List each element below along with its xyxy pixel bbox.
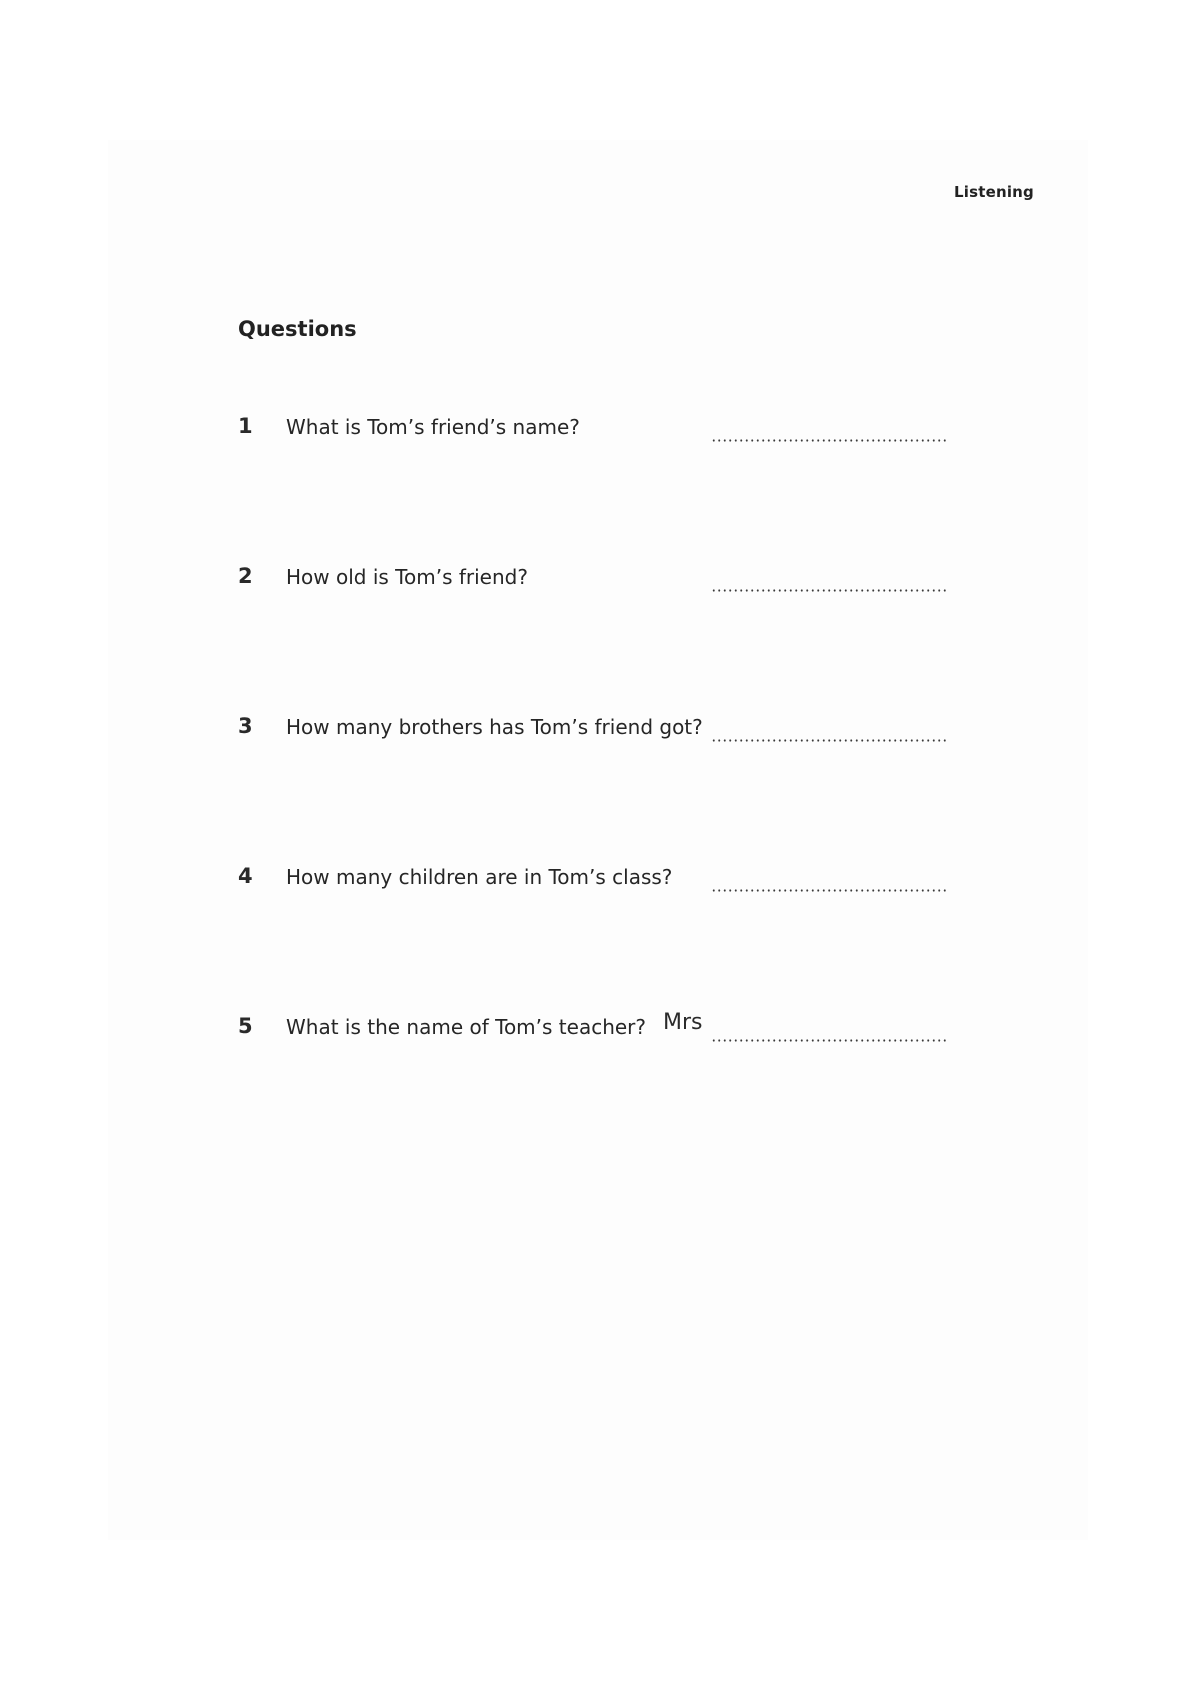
question-text: How many brothers has Tom’s friend got?	[286, 715, 703, 739]
question-1	[238, 414, 958, 454]
answer-blank[interactable]	[711, 872, 948, 892]
question-3	[238, 714, 958, 754]
answer-blank[interactable]	[711, 1022, 948, 1042]
answer-blank[interactable]	[711, 572, 948, 592]
question-text: How many children are in Tom’s class?	[286, 865, 673, 889]
question-text: What is Tom’s friend’s name?	[286, 415, 580, 439]
question-number: 3	[238, 714, 253, 738]
question-number: 2	[238, 564, 253, 588]
answer-prefix: Mrs	[663, 1010, 703, 1035]
question-2	[238, 564, 958, 604]
answer-blank[interactable]	[711, 422, 948, 442]
questions-heading: Questions	[238, 317, 357, 341]
question-text: How old is Tom’s friend?	[286, 565, 528, 589]
question-text: What is the name of Tom’s teacher?	[286, 1015, 647, 1039]
question-5	[238, 1010, 958, 1054]
section-label: Listening	[953, 183, 1034, 201]
scanned-content-area	[108, 140, 1088, 1540]
question-4	[238, 864, 958, 904]
question-number: 4	[238, 864, 253, 888]
answer-blank[interactable]	[711, 722, 948, 742]
question-number: 5	[238, 1014, 253, 1038]
question-number: 1	[238, 414, 253, 438]
